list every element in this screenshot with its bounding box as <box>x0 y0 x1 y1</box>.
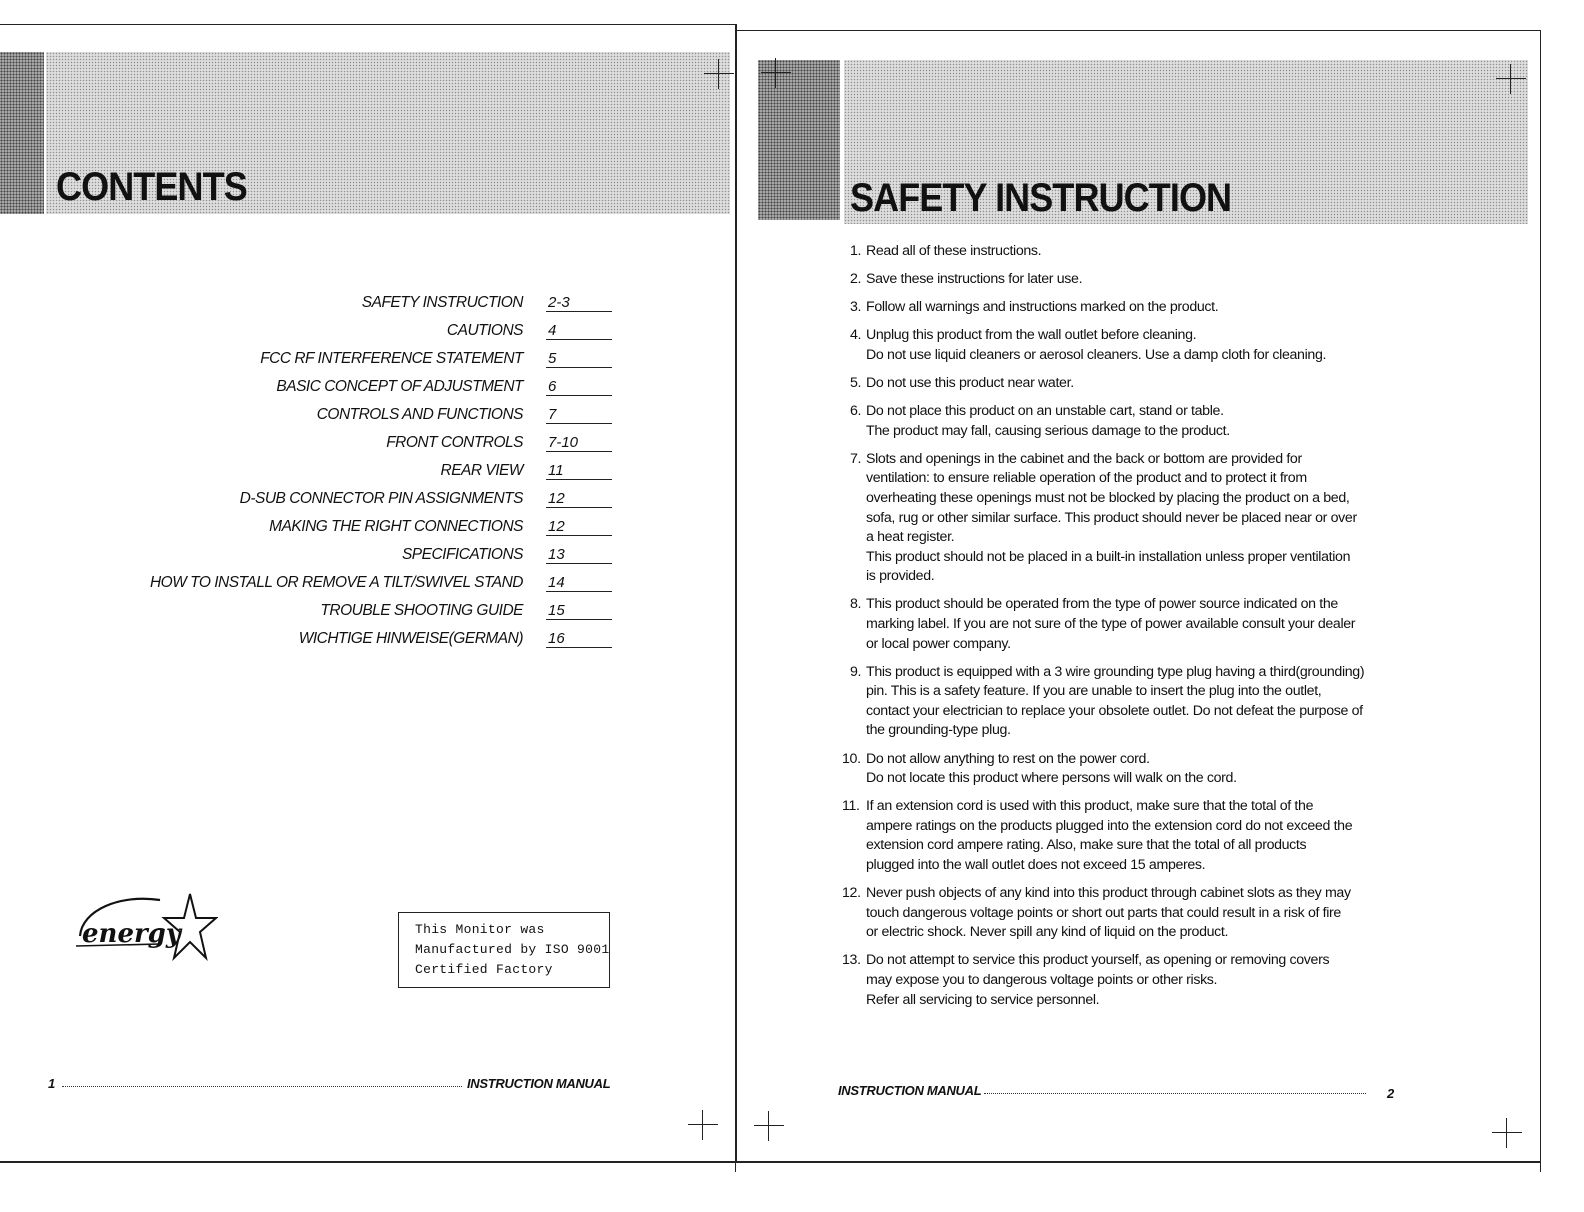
instruction-line: may expose you to dangerous voltage points or other risks. <box>866 972 1218 988</box>
toc-entry-title: REAR VIEW <box>440 462 523 479</box>
footer-page-number: 1 <box>48 1076 55 1091</box>
instruction-line: is provided. <box>866 568 935 585</box>
instruction-line: Read all of these instructions. <box>866 243 1042 259</box>
toc-entry <box>80 346 620 374</box>
toc-entry-page: 14 <box>546 574 612 592</box>
instruction-line: This product is equipped with a 3 wire grounding type plug having a third(grounding) <box>866 663 1365 680</box>
footer-label: INSTRUCTION MANUAL <box>467 1076 611 1091</box>
instruction-line: If an extension cord is used with this product, make sure that the total of the <box>866 798 1314 815</box>
instruction-line: Do not locate this product where persons will walk on the cord. <box>866 770 1237 787</box>
registration-mark <box>688 1110 718 1140</box>
toc-entry-title: HOW TO INSTALL OR REMOVE A TILT/SWIVEL STAND <box>149 574 523 591</box>
iso-notice-line: Manufactured by ISO 9001 <box>415 942 610 957</box>
page-title: SAFETY INSTRUCTION <box>850 176 1232 220</box>
toc-entry-title: SPECIFICATIONS <box>401 546 523 563</box>
registration-mark <box>761 58 791 88</box>
instruction-line: pin. This is a safety feature. If you are unable to insert the plug into the outlet, <box>866 683 1322 700</box>
instruction-line: Do not attempt to service this product yourself, as opening or removing covers <box>866 952 1330 969</box>
instruction-number: 10. <box>842 750 861 767</box>
instruction-line: Save these instructions for later use. <box>866 271 1083 288</box>
instruction-number: 2. <box>850 271 862 288</box>
toc-entry <box>80 402 620 430</box>
toc-entry <box>80 458 620 486</box>
instruction-line: overheating these openings must not be blocked by placing the product on a bed, <box>866 489 1350 506</box>
toc-entry-page: 11 <box>546 462 612 480</box>
toc-entry-page: 7 <box>546 406 612 424</box>
toc-entry-title: SAFETY INSTRUCTION <box>361 294 523 311</box>
toc-entry <box>80 570 620 598</box>
toc-entry-page: 12 <box>546 490 612 508</box>
iso-9001-notice <box>398 912 610 988</box>
instruction-number: 8. <box>850 596 862 613</box>
table-of-contents <box>80 290 620 654</box>
toc-entry-title: WICHTIGE HINWEISE(GERMAN) <box>298 630 523 647</box>
instruction-line: Follow all warnings and instructions marked on the product. <box>866 299 1219 316</box>
footer-leader-dots <box>62 1086 462 1087</box>
instruction-line: Do not place this product on an unstable cart, stand or table. <box>866 403 1224 420</box>
toc-entry-title: TROUBLE SHOOTING GUIDE <box>320 602 523 619</box>
footer-label: INSTRUCTION MANUAL <box>838 1083 982 1098</box>
toc-entry-page: 13 <box>546 546 612 564</box>
toc-entry-page: 7-10 <box>546 434 612 452</box>
instruction-line: This product should be operated from the type of power source indicated on the <box>866 596 1338 613</box>
registration-mark <box>1492 1118 1522 1148</box>
center-fold-rule <box>735 24 737 1162</box>
instruction-item <box>850 374 1426 394</box>
instruction-line: Do not use liquid cleaners or aerosol cleaners. Use a damp cloth for cleaning. <box>866 346 1327 363</box>
toc-entry-page: 4 <box>546 322 612 340</box>
instruction-number: 3. <box>850 299 862 316</box>
instruction-item <box>842 951 1426 1010</box>
instruction-line: Never push objects of any kind into this product through cabinet slots as they may <box>866 885 1351 902</box>
instruction-number: 7. <box>850 450 862 467</box>
instruction-line: marking label. If you are not sure of the type of power available consult your dealer <box>866 616 1356 632</box>
energy-star-logo <box>68 888 218 968</box>
instruction-line: sofa, rug or other similar surface. This product should never be placed near or over <box>866 509 1357 526</box>
iso-notice-line: Certified Factory <box>415 962 553 977</box>
instruction-line: Refer all servicing to service personnel. <box>866 991 1100 1008</box>
footer-leader-dots <box>984 1093 1366 1094</box>
toc-entry <box>80 430 620 458</box>
toc-entry <box>80 318 620 346</box>
instruction-line: Unplug this product from the wall outlet before cleaning. <box>866 327 1197 344</box>
instruction-line: Do not use this product near water. <box>866 374 1074 391</box>
instruction-line: a heat register. <box>866 529 955 546</box>
toc-entry <box>80 290 620 318</box>
toc-entry-page: 15 <box>546 602 612 620</box>
left-banner-tab <box>0 52 44 214</box>
instruction-line: ventilation: to ensure reliable operation of the product and to protect it from <box>866 470 1307 487</box>
instruction-number: 11. <box>842 798 860 815</box>
instruction-item <box>842 797 1426 875</box>
instruction-line: touch dangerous voltage points or short out parts that could result in a risk of fire <box>866 904 1341 921</box>
instruction-line: contact your electrician to replace your obsolete outlet. Do not defeat the purpose of <box>866 702 1363 719</box>
instruction-line: plugged into the wall outlet does not exceed 15 amperes. <box>866 857 1206 874</box>
toc-entry <box>80 626 620 654</box>
toc-entry-title: BASIC CONCEPT OF ADJUSTMENT <box>276 378 523 395</box>
instruction-item <box>850 595 1426 654</box>
registration-mark <box>754 1111 784 1141</box>
registration-mark <box>704 59 734 89</box>
instruction-item <box>842 750 1426 789</box>
instruction-item <box>850 450 1426 587</box>
page-title: CONTENTS <box>56 165 247 209</box>
iso-notice-line: This Monitor was <box>415 922 545 937</box>
instruction-number: 13. <box>842 952 861 969</box>
footer-page-number: 2 <box>1387 1086 1394 1101</box>
instruction-item <box>842 884 1426 943</box>
toc-entry <box>80 374 620 402</box>
toc-entry-title: D-SUB CONNECTOR PIN ASSIGNMENTS <box>239 490 523 507</box>
toc-entry-page: 2-3 <box>546 294 612 312</box>
toc-entry-title: CAUTIONS <box>446 322 523 339</box>
energy-logo-text: energy <box>82 919 181 949</box>
instruction-number: 6. <box>850 403 862 420</box>
instruction-line: extension cord ampere rating. Also, make sure that the total of all products <box>866 837 1307 854</box>
instruction-number: 9. <box>850 663 862 680</box>
toc-entry <box>80 514 620 542</box>
instruction-line: Do not allow anything to rest on the power cord. <box>866 750 1150 767</box>
toc-entry-page: 6 <box>546 378 612 396</box>
instruction-number: 12. <box>842 885 861 902</box>
instruction-number: 4. <box>850 327 862 344</box>
spread-bottom-rule <box>0 1161 1541 1163</box>
spread-top-rule <box>0 24 735 25</box>
toc-entry-title: FCC RF INTERFERENCE STATEMENT <box>260 350 523 367</box>
registration-mark <box>1496 64 1526 94</box>
instruction-line: the grounding-type plug. <box>866 722 1011 739</box>
instruction-line: ampere ratings on the products plugged into the extension cord do not exceed the <box>866 817 1353 834</box>
toc-entry <box>80 486 620 514</box>
instruction-number: 1. <box>850 243 862 259</box>
toc-entry <box>80 598 620 626</box>
instruction-item <box>850 270 1426 290</box>
instruction-item <box>850 298 1426 318</box>
instruction-item <box>850 402 1426 441</box>
toc-entry-title: MAKING THE RIGHT CONNECTIONS <box>269 518 523 535</box>
toc-entry <box>80 542 620 570</box>
instruction-item <box>850 242 1426 262</box>
toc-entry-title: CONTROLS AND FUNCTIONS <box>316 406 523 423</box>
toc-entry-title: FRONT CONTROLS <box>386 434 523 451</box>
toc-entry-page: 12 <box>546 518 612 536</box>
instruction-line: or electric shock. Never spill any kind of liquid on the product. <box>866 924 1229 941</box>
instruction-line: Slots and openings in the cabinet and the back or bottom are provided for <box>866 450 1302 467</box>
safety-instruction-list <box>842 242 1426 1019</box>
instruction-line: The product may fall, causing serious damage to the product. <box>866 422 1230 439</box>
instruction-line: This product should not be placed in a built-in installation unless proper ventilation <box>866 548 1351 565</box>
toc-entry-page: 16 <box>546 630 612 648</box>
toc-entry-page: 5 <box>546 350 612 368</box>
instruction-number: 5. <box>850 374 862 391</box>
instruction-item <box>850 663 1426 741</box>
instruction-item <box>850 326 1426 365</box>
instruction-line: or local power company. <box>866 635 1011 652</box>
